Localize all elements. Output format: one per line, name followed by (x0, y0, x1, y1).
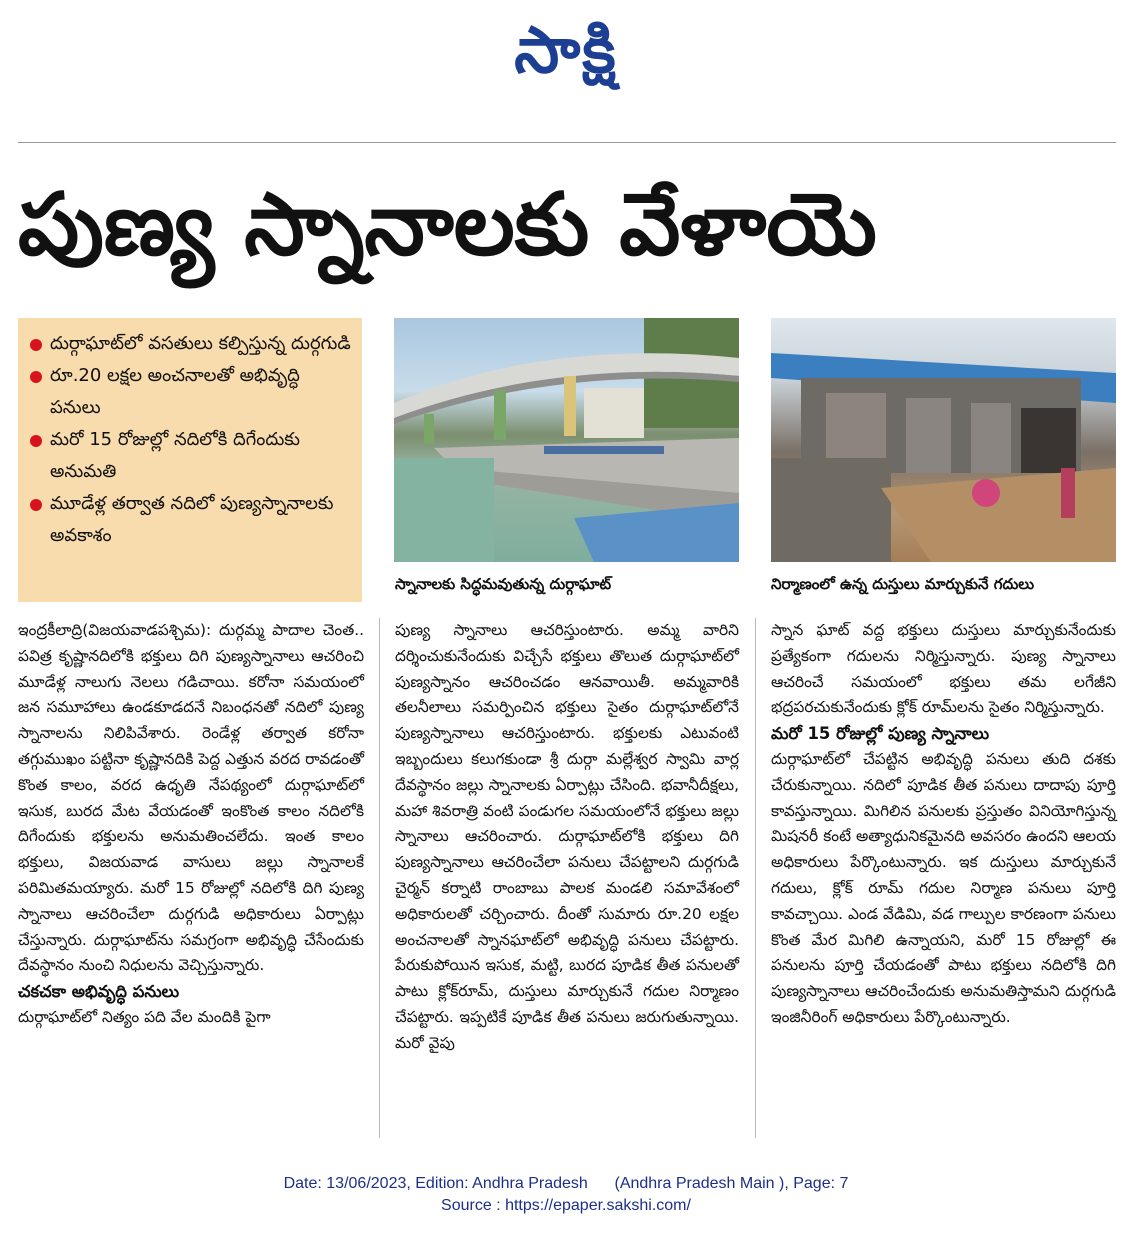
column-divider (379, 618, 380, 1138)
photo-caption-right: నిర్మాణంలో ఉన్న దుస్తులు మార్చుకునే గదులు (771, 575, 1035, 593)
article-subhead: చకచకా అభివృద్ధి పనులు (18, 982, 180, 1002)
highlight-item (28, 488, 352, 552)
page-footer (0, 1173, 1132, 1217)
highlight-text: రూ.20 లక్షల అంచనాలతో అభివృద్ధి పనులు (50, 365, 300, 418)
photo-durga-ghat (394, 318, 739, 562)
highlight-text: మరో 15 రోజుల్లో నదిలోకి దిగేందుకు అనుమతి (50, 429, 300, 482)
article-column-1 (18, 618, 364, 1031)
article-paragraph: స్నాన ఘాట్ వద్ద భక్తులు దుస్తులు మార్చుకునేందుకు ప్రత్యేకంగా గదులను నిర్మిస్తున్నారు. పుణ్య స్నానాలు ఆచరించే సమయంలో భక్తులు తమ లగేజీని భద్రపరచుకునేందుకు క్లోక్ రూమ్‌లను సైతం నిర్మిస్తున్నారు. (771, 621, 1116, 717)
bullet-icon (30, 371, 42, 383)
article-paragraph: దుర్గాఘాట్‌లో నిత్యం పది వేల మందికి పైగా (18, 1007, 271, 1026)
photo-caption-left: స్నానాలకు సిద్ధమవుతున్న దుర్గాఘాట్ (395, 575, 612, 593)
article-paragraph: దుర్గాఘాట్‌లో చేపట్టిన అభివృద్ధి పనులు తుది దశకు చేరుకున్నాయి. నదిలో పూడిక తీత పనులు దాదాపు పూర్తి కావస్తున్నాయి. మిగిలిన పనులకు ప్రస్తుతం వినియోగిస్తున్న మిషనరీ కంటే అత్యాధునికమైనది అవసరం ఉందని ఆలయ అధికారులు పేర్కొంటున్నారు. ఇక దుస్తులు మార్చుకునే గదులు, క్లోక్ రూమ్ గదుల నిర్మాణ పనులు పూర్తి కావచ్చాయి. ఎండ వేడిమి, వడ గాల్పుల కారణంగా పనులు కొంత మేర మిగిలి ఉన్నాయని, మరో 15 రోజుల్లో ఈ పనులను పూర్తి చేయడంతో పాటు భక్తులు నదిలోకి దిగి పుణ్యస్నానాలు ఆచరించేందుకు అనుమతిస్తామని దుర్గగుడి ఇంజినీరింగ్ అధికారులు పేర్కొంటున్నారు. (771, 749, 1116, 1026)
footer-source: Source : https://epaper.sakshi.com/ (441, 1197, 691, 1214)
highlight-text: మూడేళ్ల తర్వాత నదిలో పుణ్యస్నానాలకు అవకాశం (50, 493, 334, 546)
bullet-icon (30, 339, 42, 351)
headline: పుణ్య స్నానాలకు వేళాయె (18, 175, 877, 275)
article-paragraph: ఇంద్రకీలాద్రి(విజయవాడపశ్చిమ): దుర్గమ్మ పాదాల చెంత.. పవిత్ర కృష్ణానదిలోకి భక్తులు దిగి పుణ్యస్నానాలు ఆచరించి మూడేళ్ల నాలుగు నెలలు గడిచాయి. కరోనా సమయంలో జన సమూహాలు ఉండకూడదనే నిబంధనతో నదిలో పుణ్య స్నానాలను నిలిపివేశారు. రెండేళ్ల తర్వాత కరోనా తగ్గుముఖం పట్టినా కృష్ణానదికి పెద్ద ఎత్తున వరద రావడంతో కొంత కాలం, వరద ఉధృతి నేపథ్యంలో దుర్గాఘాట్‌లో ఇసుక, బురద మేట వేయడంతో ఇంకొంత కాలం నదిలోకి దిగేందుకు భక్తులను అనుమతించలేదు. ఇంత కాలం భక్తులు, విజయవాడ వాసులు జల్లు స్నానాలకే పరిమితమయ్యారు. మరో 15 రోజుల్లో నదిలోకి దిగి పుణ్య స్నానాలు ఆచరించేలా దుర్గగుడి అధికారులు ఏర్పాట్లు చేస్తున్నారు. దుర్గాఘాట్‌ను సమగ్రంగా అభివృద్ధి చేసేందుకు దేవస్థానం నుంచి నిధులను వెచ్చిస్తున్నారు. (18, 621, 364, 975)
highlight-item (28, 360, 352, 424)
column-divider (755, 618, 756, 1138)
highlight-text: దుర్గాఘాట్‌లో వసతులు కల్పిస్తున్న దుర్గగుడి (50, 333, 351, 354)
article-subhead: మరో 15 రోజుల్లో పుణ్య స్నానాలు (771, 724, 990, 744)
photo-changing-rooms-illustration (771, 318, 1116, 562)
bullet-icon (30, 435, 42, 447)
photo-durga-ghat-illustration (394, 318, 739, 562)
highlight-item (28, 328, 352, 360)
article-column-3 (771, 618, 1116, 1031)
highlight-item (28, 424, 352, 488)
masthead (0, 13, 1132, 98)
highlights-box (18, 318, 362, 602)
masthead-divider (18, 142, 1116, 143)
article-column-2 (395, 618, 739, 1057)
photo-changing-rooms (771, 318, 1116, 562)
footer-date-edition: Date: 13/06/2023, Edition: Andhra Pradesh (Andhra Pradesh Main ), Page: 7 (283, 1175, 849, 1192)
bullet-icon (30, 499, 42, 511)
sakshi-logo: సాక్షి (514, 13, 618, 88)
article-paragraph: పుణ్య స్నానాలు ఆచరిస్తుంటారు. అమ్మ వారిని దర్శించుకునేందుకు విచ్చేసే భక్తులు తొలుత దుర్గాఘాట్‌లో పుణ్యస్నానం ఆచరించడం ఆనవాయితీ. అమ్మవారికి తలనీలాలు సమర్పించిన భక్తులు సైతం దుర్గాఘాట్‌లోనే పుణ్యస్నానాలు ఆచరిస్తుంటారు. భక్తులకు ఎటువంటి ఇబ్బందులు కలుగకుండా శ్రీ దుర్గా మల్లేశ్వర స్వామి వార్ల దేవస్థానం జల్లు స్నానాలకు ఏర్పాట్లు చేసింది. భవానీదీక్షలు, మహా శివరాత్రి వంటి పండుగల సమయంలోనే భక్తులు జల్లు స్నానాలు ఆచరించారు. దుర్గాఘాట్‌లోకి భక్తులు దిగి పుణ్యస్నానాలు ఆచరించేలా పనులు చేపట్టాలని దుర్గగుడి చైర్మన్ కర్నాటి రాంబాబు పాలక మండలి సమావేశంలో అధికారులతో చర్చించారు. దీంతో సుమారు రూ.20 లక్షల అంచనాలతో స్నానఘాట్‌లో అభివృద్ధి పనులు చేపట్టారు. పేరుకుపోయిన ఇసుక, మట్టి, బురద పూడిక తీత పనులతో పాటు క్లోక్‌రూమ్, దుస్తులు మార్చుకునే గదుల నిర్మాణం చేపట్టారు. ఇప్పటికే పూడిక తీత పనులు జరుగుతున్నాయి. మరో వైపు (395, 621, 739, 1052)
